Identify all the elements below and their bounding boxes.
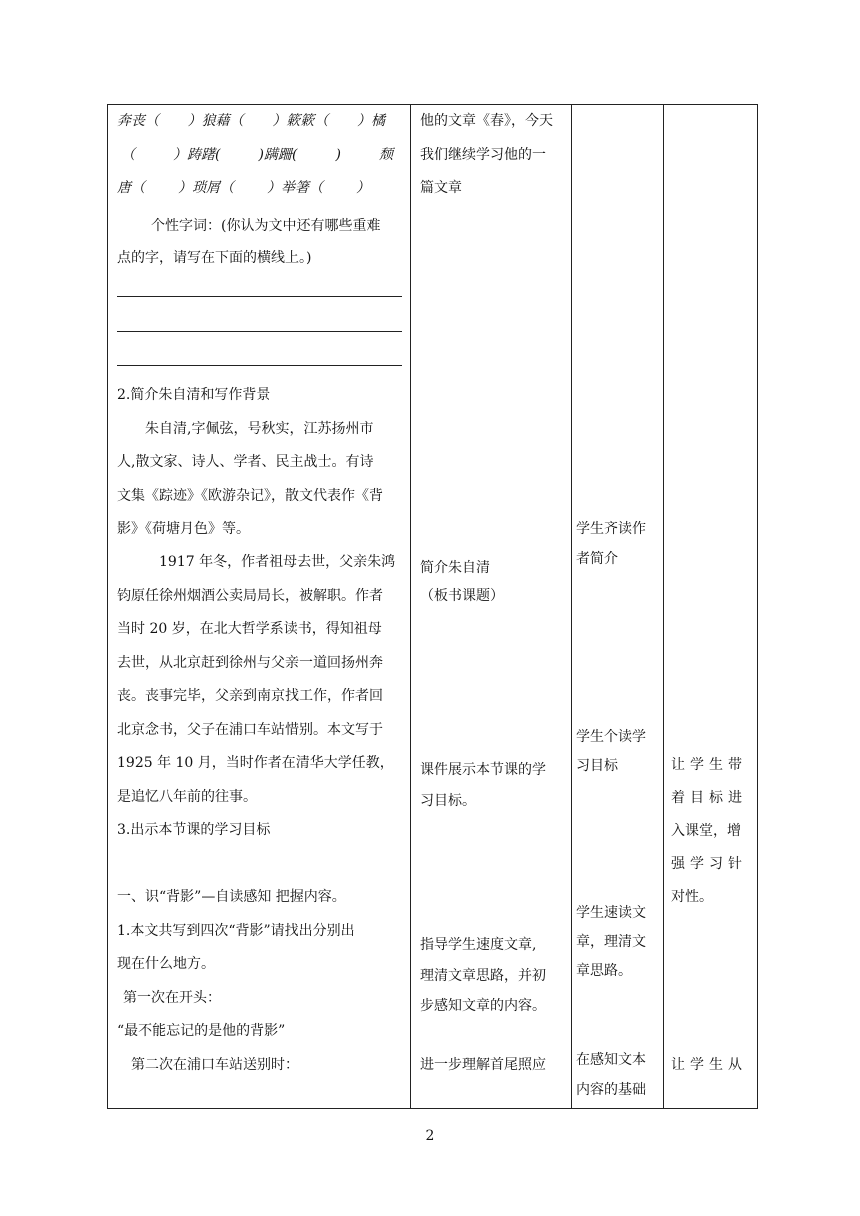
vocab-line-2 [121, 145, 393, 165]
table-row [108, 105, 758, 1109]
student-text: 章思路。 [576, 963, 632, 979]
bio-text: 文集《踪迹》《欧游杂记》，散文代表作《背 [117, 488, 383, 504]
activity-text: 他的文章《春》，今天 [420, 113, 553, 129]
activity-text: 篇文章 [420, 180, 462, 196]
vocab-item: ）踌躇( [173, 147, 221, 163]
question-text: 现在什么地方。 [117, 956, 215, 972]
background-text: 去世，从北京赶到徐州与父亲一道回扬州奔 [117, 655, 383, 671]
part-title: 一、识“背影”—自读感知 把握内容。 [117, 889, 346, 905]
answer-line[interactable] [117, 296, 402, 297]
student-text: 者简介 [576, 551, 618, 567]
background-text: 北京念书，父子在浦口车站惜别。本文写于 [117, 722, 383, 738]
vocab-item: ）橘 [356, 113, 385, 129]
design-intent-column [664, 105, 758, 1109]
vocab-item: ）簌簌（ [272, 113, 329, 129]
student-text: 内容的基础 [576, 1082, 646, 1098]
student-text: 章，理清文 [576, 934, 646, 950]
vocab-item: ) [335, 147, 341, 163]
intent-text: 对性。 [671, 889, 713, 905]
vocab-item: 颓 [379, 147, 393, 163]
intent-text: 强学习针 [671, 856, 747, 872]
activity-text: 进一步理解首尾照应 [420, 1057, 546, 1073]
content-column [108, 105, 411, 1109]
answer-line[interactable] [117, 365, 402, 366]
background-text: 丧。丧事完毕，父亲到南京找工作，作者回 [117, 688, 383, 704]
question-text: 1.本文共写到四次“背影”请找出分别出 [117, 923, 355, 939]
page-number: 2 [425, 1128, 435, 1144]
activity-text: 习目标。 [420, 793, 476, 809]
background-text: 是追忆八年前的往事。 [117, 789, 257, 805]
personal-words-prompt-cont: 点的字，请写在下面的横线上。) [117, 250, 312, 266]
answer-line[interactable] [117, 331, 402, 332]
vocab-item: ） [356, 180, 370, 196]
background-text: 当时 20 岁，在北大哲学系读书，得知祖母 [117, 621, 382, 637]
background-text: 1917 年冬，作者祖母去世，父亲朱鸿 [159, 554, 396, 570]
vocab-line-1 [117, 111, 385, 131]
section-title: 3.出示本节课的学习目标 [117, 822, 271, 838]
activity-text: 课件展示本节课的学 [420, 762, 546, 778]
student-activity-column [572, 105, 664, 1109]
background-text: 钧原任徐州烟酒公卖局局长，被解职。作者 [117, 588, 383, 604]
vocab-item: 唐（ [117, 180, 145, 196]
vocab-line-3 [117, 178, 370, 198]
bio-text: 影》《荷塘月色》等。 [117, 521, 250, 537]
student-text: 学生个读学 [576, 729, 646, 745]
student-text: 习目标 [576, 758, 618, 774]
vocab-item: ）琐屑（ [178, 180, 234, 196]
intent-text: 入课堂，增 [671, 823, 741, 839]
vocab-item: ）狼藉（ [187, 113, 244, 129]
vocab-item: 奔丧（ [117, 113, 159, 129]
personal-words-prompt: 个性字词：(你认为文中还有哪些重难 [151, 218, 381, 234]
intent-text: 让学生从 [671, 1057, 747, 1073]
activity-text: 简介朱自清 [420, 560, 490, 576]
student-text: 在感知文本 [576, 1052, 646, 1068]
lesson-plan-table [107, 104, 758, 1109]
section-title: 2.简介朱自清和写作背景 [117, 387, 271, 403]
student-text: 学生速读文 [576, 905, 646, 921]
activity-text: 指导学生速度文章, [420, 937, 537, 953]
intent-text: 让学生带 [671, 757, 747, 773]
teacher-activity-column [411, 105, 572, 1109]
activity-text: 理清文章思路，并初 [420, 968, 546, 984]
bio-text: 朱自清,字佩弦，号秋实，江苏扬州市 [145, 421, 374, 437]
intent-text: 着目标进 [671, 790, 747, 806]
answer-text: 第一次在开头： [123, 990, 221, 1006]
background-text: 1925 年 10 月，当时作者在清华大学任教， [117, 755, 394, 771]
vocab-item: )蹒跚( [258, 147, 298, 163]
answer-text: 第二次在浦口车站送别时： [131, 1057, 299, 1073]
activity-text: 我们继续学习他的一 [420, 147, 546, 163]
vocab-item: （ [121, 147, 135, 163]
bio-text: 人,散文家、诗人、学者、民主战士。有诗 [117, 454, 374, 470]
quote-text: “最不能忘记的是他的背影” [117, 1023, 286, 1039]
activity-text: （板书课题） [420, 588, 504, 604]
student-text: 学生齐读作 [576, 521, 646, 537]
activity-text: 步感知文章的内容。 [420, 998, 546, 1014]
vocab-item: ）举箸（ [267, 180, 323, 196]
